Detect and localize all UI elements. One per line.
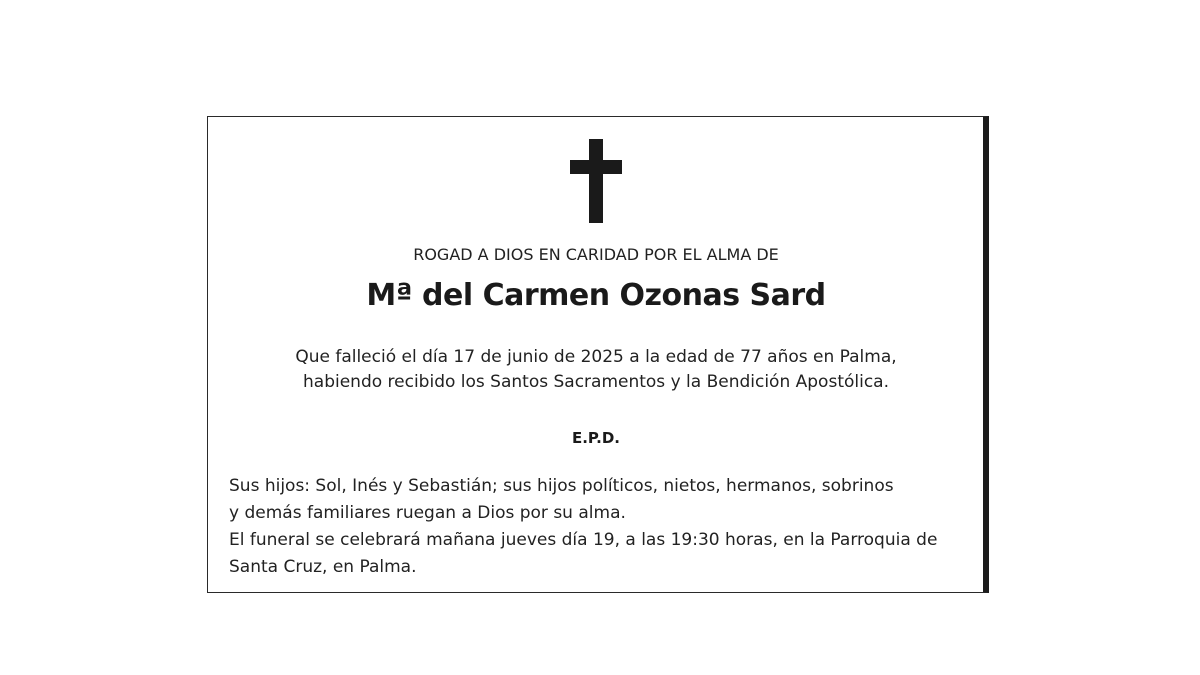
death-line: Que falleció el día 17 de junio de 2025 a la edad de 77 años en Palma, xyxy=(295,347,897,367)
funeral-line: El funeral se celebrará mañana jueves día 19, a las 19:30 horas, en la Parroquia de xyxy=(229,530,938,550)
funeral-line: Santa Cruz, en Palma. xyxy=(229,557,417,577)
deceased-name: Mª del Carmen Ozonas Sard xyxy=(366,278,826,313)
obituary-card xyxy=(207,116,989,593)
cross-icon xyxy=(570,139,622,223)
family-line: y demás familiares ruegan a Dios por su alma. xyxy=(229,503,626,523)
death-details xyxy=(208,345,984,395)
epd-label: E.P.D. xyxy=(571,429,621,447)
death-line: habiendo recibido los Santos Sacramentos y la Bendición Apostólica. xyxy=(303,372,889,392)
family-text xyxy=(229,473,974,581)
prayer-heading: ROGAD A DIOS EN CARIDAD POR EL ALMA DE xyxy=(413,245,779,264)
family-line: Sus hijos: Sol, Inés y Sebastián; sus hijos políticos, nietos, hermanos, sobrinos xyxy=(229,476,894,496)
